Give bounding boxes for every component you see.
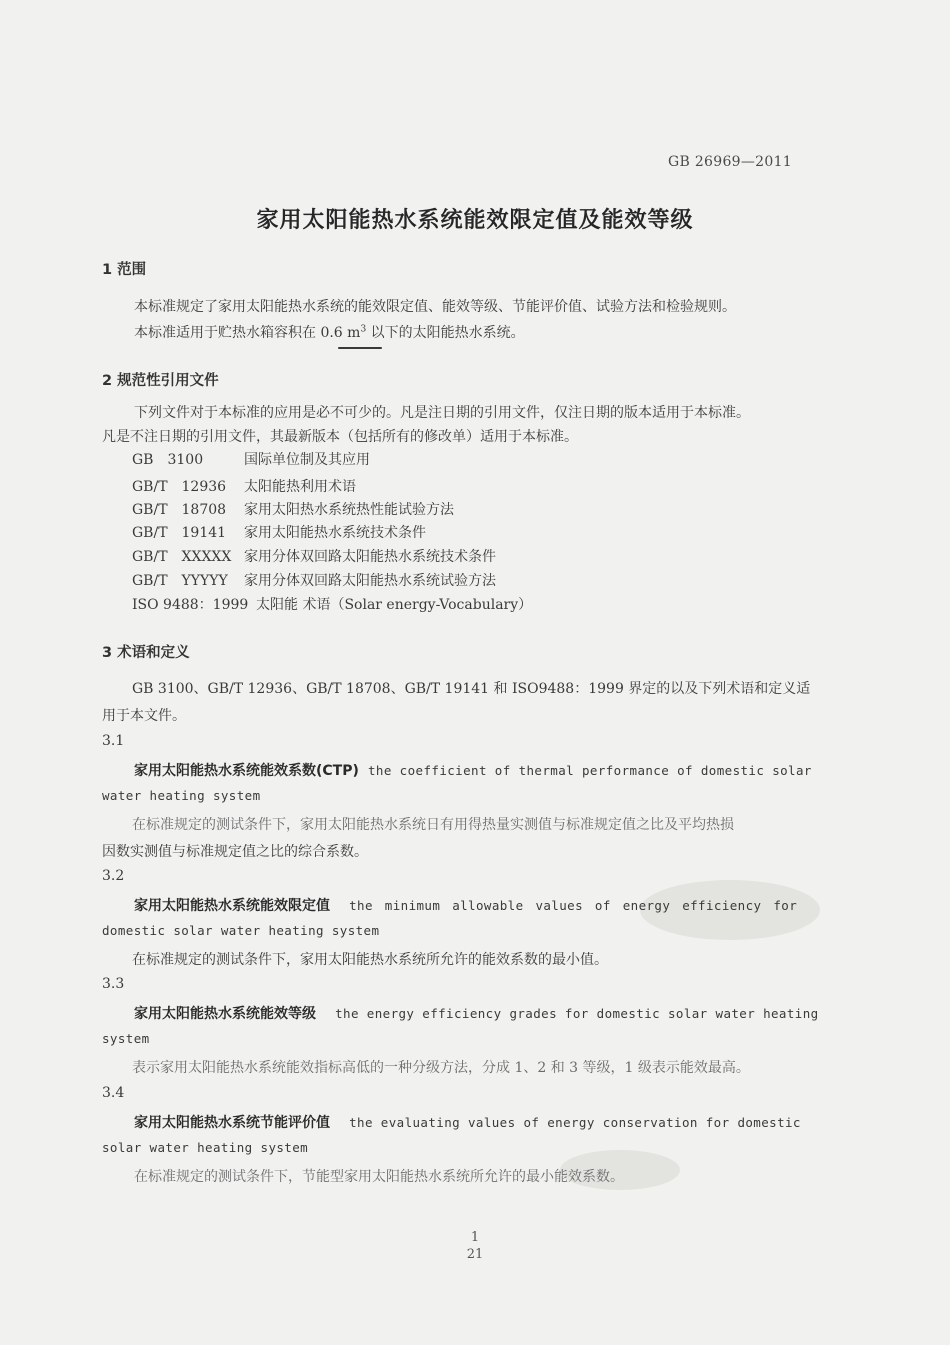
document-title: 家用太阳能热水系统能效限定值及能效等级 xyxy=(256,208,694,233)
term-en-name: the minimum allowable values of energy efficiency for xyxy=(349,898,798,913)
term-en-name-continued: domestic solar water heating system xyxy=(102,923,380,938)
reference-code: GB/T YYYYY xyxy=(132,573,228,589)
term-cn-name: 家用太阳能热水系统能效等级 xyxy=(134,1006,316,1022)
reference-title: 家用分体双回路太阳能热水系统试验方法 xyxy=(244,573,496,589)
tank-volume-unit-sup: 3 xyxy=(360,324,367,335)
section-2-heading: 2 规范性引用文件 xyxy=(102,373,219,389)
term-number: 3.2 xyxy=(102,868,125,884)
reference-title: 太阳能热利用术语 xyxy=(244,479,356,495)
section-1-paragraph-2 xyxy=(134,322,525,342)
tank-volume-value: 0.6 m xyxy=(320,325,361,341)
section-2-paragraph-line-1: 下列文件对于本标准的应用是必不可少的。凡是注日期的引用文件，仅注日期的版本适用于本标准。 xyxy=(134,405,750,421)
reference-code: GB/T XXXXX xyxy=(132,549,232,565)
term-heading xyxy=(134,895,797,915)
reference-code: ISO 9488：1999 xyxy=(132,597,249,613)
handwritten-underline-mark xyxy=(338,347,382,349)
section-1-heading: 1 范围 xyxy=(102,262,147,278)
reference-item xyxy=(132,499,454,519)
reference-code: GB 3100 xyxy=(132,452,204,468)
reference-title: 家用分体双回路太阳能热水系统技术条件 xyxy=(244,549,496,565)
reference-title: 家用太阳能热水系统技术条件 xyxy=(244,525,426,541)
reference-code: GB/T 12936 xyxy=(132,479,227,495)
term-en-name-continued: water heating system xyxy=(102,788,261,803)
term-definition-line-1: 在标准规定的测试条件下，节能型家用太阳能热水系统所允许的最小能效系数。 xyxy=(134,1169,624,1185)
section-1-p2-after: 以下的太阳能热水系统。 xyxy=(366,325,525,341)
term-number: 3.3 xyxy=(102,976,125,992)
reference-item xyxy=(132,594,532,614)
reference-item xyxy=(132,570,496,590)
term-en-name: the coefficient of thermal performance of domestic solar xyxy=(367,763,812,778)
reference-title: 太阳能 术语（Solar energy-Vocabulary） xyxy=(256,597,533,613)
page-number: 1 xyxy=(470,1230,480,1245)
term-definition-line-2: 因数实测值与标准规定值之比的综合系数。 xyxy=(102,844,368,860)
standard-code: GB 26969—2011 xyxy=(668,154,792,170)
section-3-intro-line-1: GB 3100、GB/T 12936、GB/T 18708、GB/T 19141 和 ISO9488：1999 界定的以及下列术语和定义适 xyxy=(132,681,811,697)
term-definition-line-1: 在标准规定的测试条件下，家用太阳能热水系统日有用得热量实测值与标准规定值之比及平均热损 xyxy=(132,817,734,833)
term-number: 3.1 xyxy=(102,733,125,749)
section-3-heading: 3 术语和定义 xyxy=(102,645,190,661)
term-cn-name: 家用太阳能热水系统能效系数(CTP) xyxy=(134,763,359,779)
reference-title: 国际单位制及其应用 xyxy=(244,452,370,468)
term-en-name-continued: system xyxy=(102,1031,150,1046)
section-1-p2-before: 本标准适用于贮热水箱容积在 xyxy=(134,325,321,341)
term-en-name: the energy efficiency grades for domestic solar water heating xyxy=(335,1006,819,1021)
term-cn-name: 家用太阳能热水系统节能评价值 xyxy=(134,1115,330,1131)
term-heading xyxy=(134,1112,801,1132)
term-definition-line-1: 表示家用太阳能热水系统能效指标高低的一种分级方法，分成 1、2 和 3 等级，1 级表示能效最高。 xyxy=(132,1060,750,1076)
term-definition-line-1: 在标准规定的测试条件下，家用太阳能热水系统所允许的能效系数的最小值。 xyxy=(132,952,608,968)
term-en-name-continued: solar water heating system xyxy=(102,1140,309,1155)
term-heading xyxy=(134,1003,819,1023)
term-number: 3.4 xyxy=(102,1085,125,1101)
reference-code: GB/T 19141 xyxy=(132,525,227,541)
section-3-intro-line-2: 用于本文件。 xyxy=(102,708,186,724)
reference-item xyxy=(132,522,426,542)
reference-item xyxy=(132,546,496,566)
reference-item xyxy=(132,449,370,469)
term-cn-name: 家用太阳能热水系统能效限定值 xyxy=(134,898,330,914)
reference-code: GB/T 18708 xyxy=(132,502,227,518)
term-en-name: the evaluating values of energy conservation for domestic xyxy=(349,1115,801,1130)
section-1-paragraph-1: 本标准规定了家用太阳能热水系统的能效限定值、能效等级、节能评价值、试验方法和检验规则。 xyxy=(134,299,736,315)
reference-item xyxy=(132,476,356,496)
sheet-number: 21 xyxy=(466,1247,484,1262)
reference-title: 家用太阳热水系统热性能试验方法 xyxy=(244,502,454,518)
section-2-paragraph-line-2: 凡是不注日期的引用文件，其最新版本（包括所有的修改单）适用于本标准。 xyxy=(102,429,578,445)
term-heading xyxy=(134,760,812,780)
